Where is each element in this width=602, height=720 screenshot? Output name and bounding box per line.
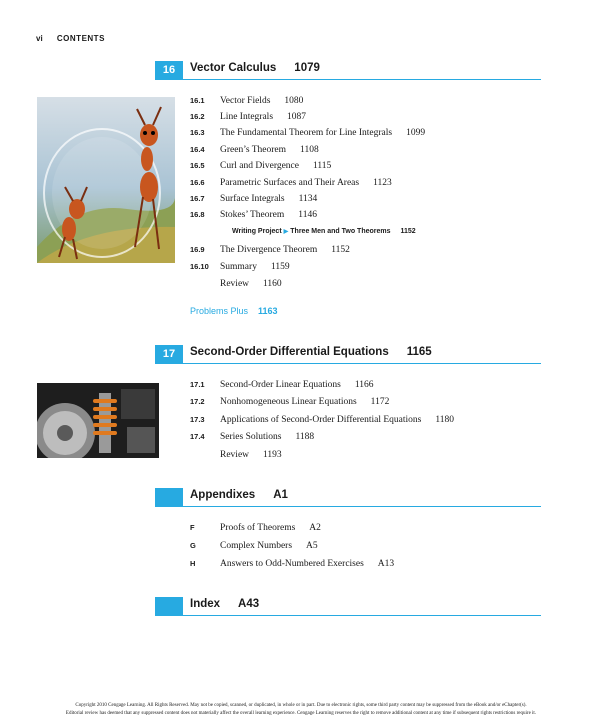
chapter-title-text: Index <box>190 598 221 610</box>
chapter-title <box>190 346 432 358</box>
section-title: Nonhomogeneous Linear Equations <box>220 397 357 407</box>
section-page: 1108 <box>300 145 319 155</box>
section-page: A2 <box>309 523 321 533</box>
section-page: 1172 <box>370 397 390 407</box>
section-page: 1146 <box>298 210 317 220</box>
section-title: Vector Fields <box>220 96 271 106</box>
section-page: 1160 <box>263 279 282 289</box>
toc-entry[interactable] <box>190 380 373 390</box>
section-title: Complex Numbers <box>220 541 293 551</box>
section-page: A5 <box>306 541 318 551</box>
toc-entry-review[interactable] <box>190 450 282 460</box>
chapter-title-text: Appendixes <box>190 489 256 501</box>
section-number: H <box>190 559 196 568</box>
toc-entry[interactable] <box>190 415 454 425</box>
section-number: 17.3 <box>190 415 205 424</box>
ant-illustration-image <box>37 97 175 263</box>
chapter-16-heading <box>155 61 541 80</box>
section-number: 16.10 <box>190 262 209 271</box>
section-page: 1087 <box>287 112 307 122</box>
toc-entry-review[interactable] <box>190 279 282 289</box>
section-number: 17.2 <box>190 397 205 406</box>
section-title: Line Integrals <box>220 112 274 122</box>
section-page: A13 <box>377 559 395 569</box>
section-page: 1115 <box>312 161 332 171</box>
chapter-number-box: 17 <box>155 345 183 363</box>
section-number: 16.8 <box>190 210 205 219</box>
section-number: 17.4 <box>190 432 205 441</box>
chapter-number-box <box>155 597 183 615</box>
copyright-notice: Copyright 2010 Cengage Learning. All Rights Reserved. May not be copied, scanned, or duplicated, in whole or in part. Due to electronic rights, some third party content may be suppressed from the eBook and/or eChapter(s). <box>75 703 527 708</box>
problems-plus-entry[interactable] <box>190 306 278 316</box>
toc-entry[interactable] <box>190 96 303 106</box>
suspension-spring-image <box>37 383 159 458</box>
triangle-bullet-icon: ▶ <box>283 229 289 235</box>
section-title: Second-Order Linear Equations <box>220 380 341 390</box>
running-header <box>36 34 105 43</box>
section-title: Stokes’ Theorem <box>220 210 285 220</box>
toc-entry[interactable] <box>190 128 425 138</box>
section-title: Proofs of Theorems <box>220 523 296 533</box>
section-page: 1166 <box>354 380 374 390</box>
section-number: 16.3 <box>190 128 205 137</box>
toc-entry[interactable] <box>190 178 392 188</box>
toc-entry[interactable] <box>190 397 389 407</box>
toc-entry[interactable] <box>190 194 317 204</box>
section-page: 1193 <box>263 450 282 460</box>
chapter-number-box <box>155 488 183 506</box>
chapter-title-text: Vector Calculus <box>190 62 277 74</box>
chapter-page: 1165 <box>406 346 432 358</box>
chapter-title <box>190 62 320 74</box>
toc-entry[interactable] <box>190 541 318 551</box>
section-title: Summary <box>220 262 257 272</box>
toc-entry[interactable] <box>190 559 394 569</box>
section-page: 1159 <box>270 262 290 272</box>
writing-project-title: Three Men and Two Theorems <box>290 228 391 235</box>
section-title: Surface Integrals <box>220 194 285 204</box>
toc-entry[interactable] <box>190 432 314 442</box>
section-title: Applications of Second-Order Differential Equations <box>220 415 422 425</box>
section-title: Curl and Divergence <box>220 161 299 171</box>
appendixes-heading <box>155 488 541 507</box>
index-heading <box>155 597 541 616</box>
writing-project-entry[interactable] <box>232 228 416 235</box>
chapter-17-heading <box>155 345 541 364</box>
section-number: 16.9 <box>190 245 205 254</box>
problems-plus-label: Problems Plus <box>190 306 249 316</box>
running-title: CONTENTS <box>56 34 105 43</box>
section-title: Series Solutions <box>220 432 282 442</box>
toc-entry[interactable] <box>190 161 331 171</box>
section-page: 1134 <box>298 194 318 204</box>
section-number: G <box>190 541 196 550</box>
section-number: 16.5 <box>190 161 205 170</box>
section-page: 1188 <box>295 432 315 442</box>
writing-project-label: Writing Project <box>232 228 282 235</box>
section-title: Green’s Theorem <box>220 145 287 155</box>
toc-entry[interactable] <box>190 262 290 272</box>
section-page: 1180 <box>435 415 455 425</box>
chapter-title <box>190 489 288 501</box>
section-title: The Fundamental Theorem for Line Integrals <box>220 128 393 138</box>
page-number: vi <box>36 34 43 43</box>
section-title: The Divergence Theorem <box>220 245 318 255</box>
problems-plus-page: 1163 <box>258 306 278 316</box>
editorial-notice: Editorial review has deemed that any suppressed content does not materially affect the overall learning experience. Cengage Learning reserves the right to remove additional content at any time if subsequent rights restrictions require it. <box>65 711 537 716</box>
section-title: Review <box>220 279 250 289</box>
section-title: Parametric Surfaces and Their Areas <box>220 178 360 188</box>
section-title: Review <box>220 450 250 460</box>
section-page: 1152 <box>331 245 350 255</box>
section-number: 16.6 <box>190 178 205 187</box>
writing-project-page: 1152 <box>400 228 416 235</box>
chapter-page: A1 <box>273 489 288 501</box>
section-number: 16.2 <box>190 112 205 121</box>
section-number: 17.1 <box>190 380 205 389</box>
section-number: 16.4 <box>190 145 205 154</box>
chapter-number-box: 16 <box>155 61 183 79</box>
toc-entry[interactable] <box>190 112 306 122</box>
section-page: 1123 <box>373 178 392 188</box>
toc-entry[interactable] <box>190 210 317 220</box>
chapter-title <box>190 598 259 610</box>
section-number: F <box>190 523 195 532</box>
section-page: 1099 <box>406 128 426 138</box>
section-title: Answers to Odd-Numbered Exercises <box>220 559 364 569</box>
toc-entry[interactable] <box>190 523 321 533</box>
toc-entry[interactable] <box>190 245 350 255</box>
toc-entry[interactable] <box>190 145 319 155</box>
chapter-page: 1079 <box>294 62 320 74</box>
chapter-title-text: Second-Order Differential Equations <box>190 346 389 358</box>
section-page: 1080 <box>284 96 304 106</box>
section-number: 16.1 <box>190 96 205 105</box>
section-number: 16.7 <box>190 194 205 203</box>
chapter-page: A43 <box>238 598 260 610</box>
